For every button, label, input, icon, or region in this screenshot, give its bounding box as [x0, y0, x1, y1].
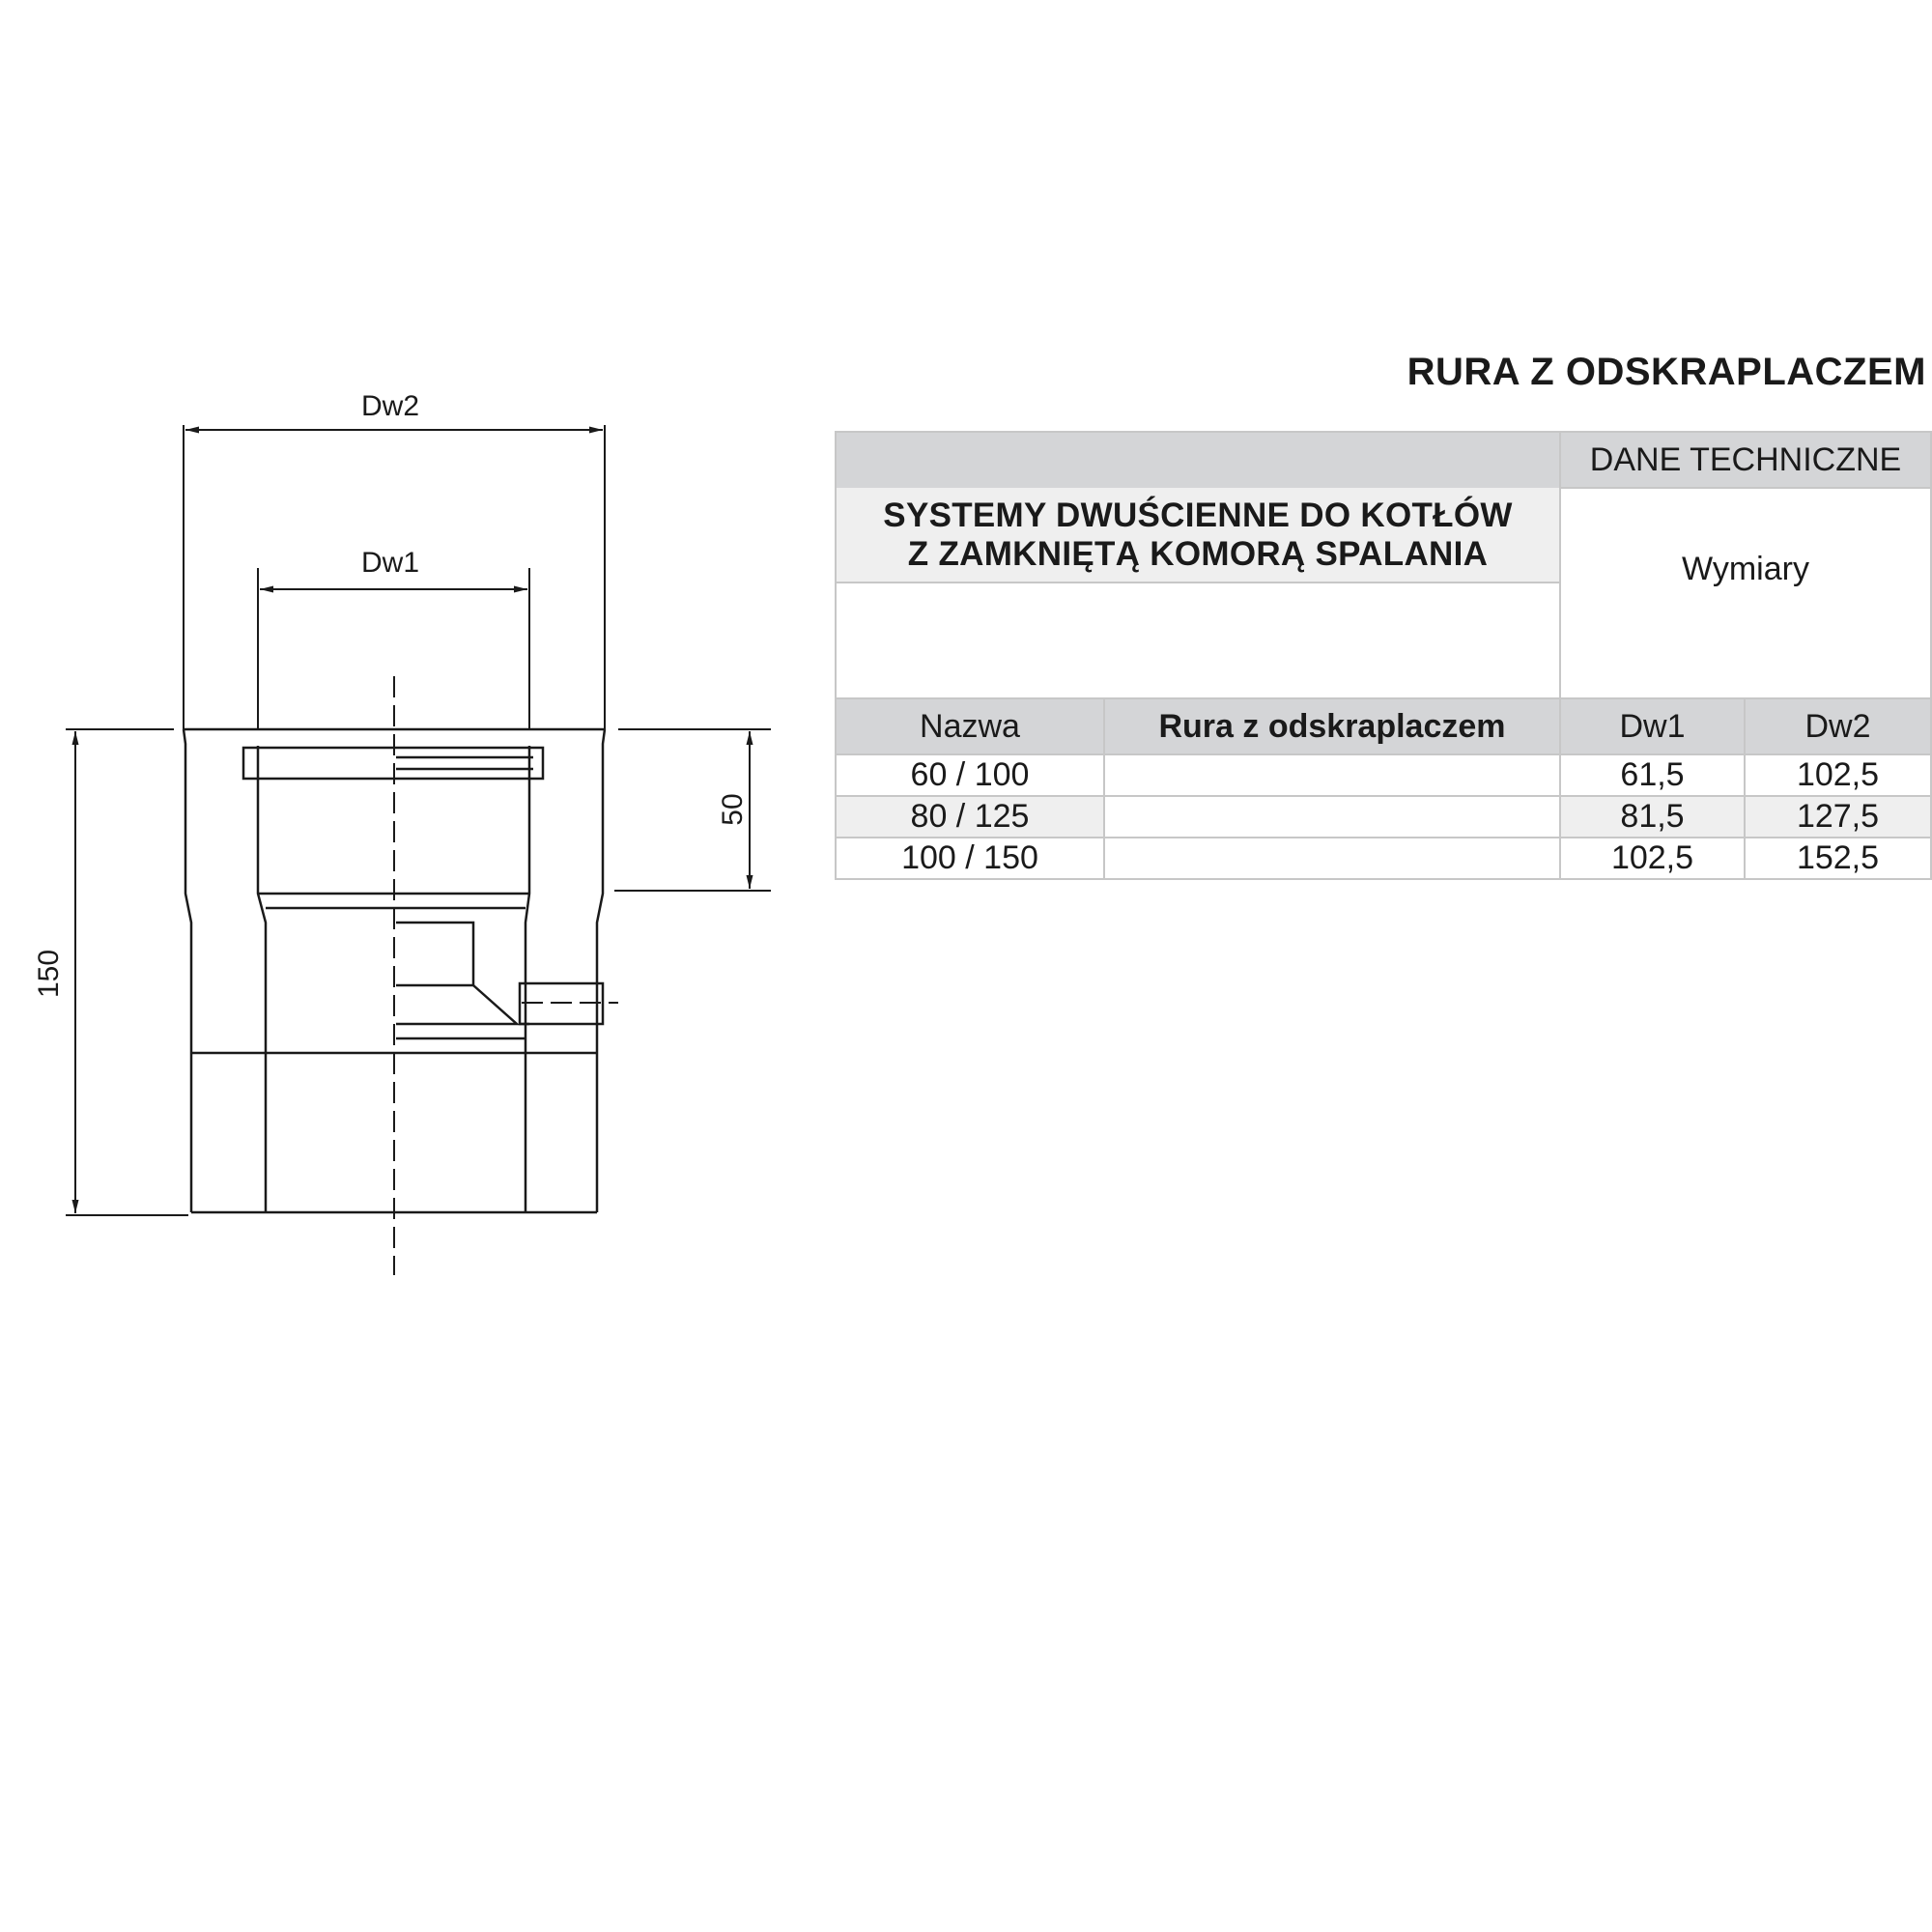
column-header-product: Rura z odskraplaczem: [1104, 698, 1560, 754]
row-dw2: 152,5: [1745, 838, 1931, 879]
table-corner-cell: [836, 432, 1560, 488]
row-product: [1104, 754, 1560, 796]
group-header: DANE TECHNICZNE: [1560, 432, 1931, 488]
row-name: 60 / 100: [836, 754, 1104, 796]
row-name: 100 / 150: [836, 838, 1104, 879]
column-header-dw2: Dw2: [1745, 698, 1931, 754]
table-row: [836, 838, 1931, 879]
row-dw2: 127,5: [1745, 796, 1931, 838]
dw2-label: Dw2: [360, 390, 420, 422]
dimension-dw2: [185, 390, 603, 430]
dimension-height: [33, 731, 75, 1213]
centerline: [394, 676, 618, 1275]
spacer-cell: [836, 582, 1560, 698]
row-product: [1104, 796, 1560, 838]
table-row: [836, 796, 1931, 838]
column-header-dw1: Dw1: [1560, 698, 1745, 754]
dimension-dw1: [260, 547, 527, 589]
product-title: RURA Z ODSKRAPLACZEM: [1406, 351, 1926, 393]
row-product: [1104, 838, 1560, 879]
system-name: [836, 488, 1560, 582]
system-line-1: SYSTEMY DWUŚCIENNE DO KOTŁÓW: [883, 497, 1513, 534]
row-dw1: 102,5: [1560, 838, 1745, 879]
dimension-socket-depth: [717, 731, 750, 889]
row-dw1: 61,5: [1560, 754, 1745, 796]
extension-lines: [66, 425, 771, 1215]
column-header-nazwa: Nazwa: [836, 698, 1104, 754]
socket-depth-label: 50: [717, 793, 749, 826]
height-label: 150: [33, 949, 65, 999]
row-dw2: 102,5: [1745, 754, 1931, 796]
technical-data-table: [835, 431, 1932, 880]
dimensions-label: Wymiary: [1560, 488, 1931, 698]
table-row: [836, 754, 1931, 796]
row-name: 80 / 125: [836, 796, 1104, 838]
dw1-label: Dw1: [360, 547, 420, 579]
system-line-2: Z ZAMKNIĘTĄ KOMORĄ SPALANIA: [907, 535, 1489, 573]
row-dw1: 81,5: [1560, 796, 1745, 838]
